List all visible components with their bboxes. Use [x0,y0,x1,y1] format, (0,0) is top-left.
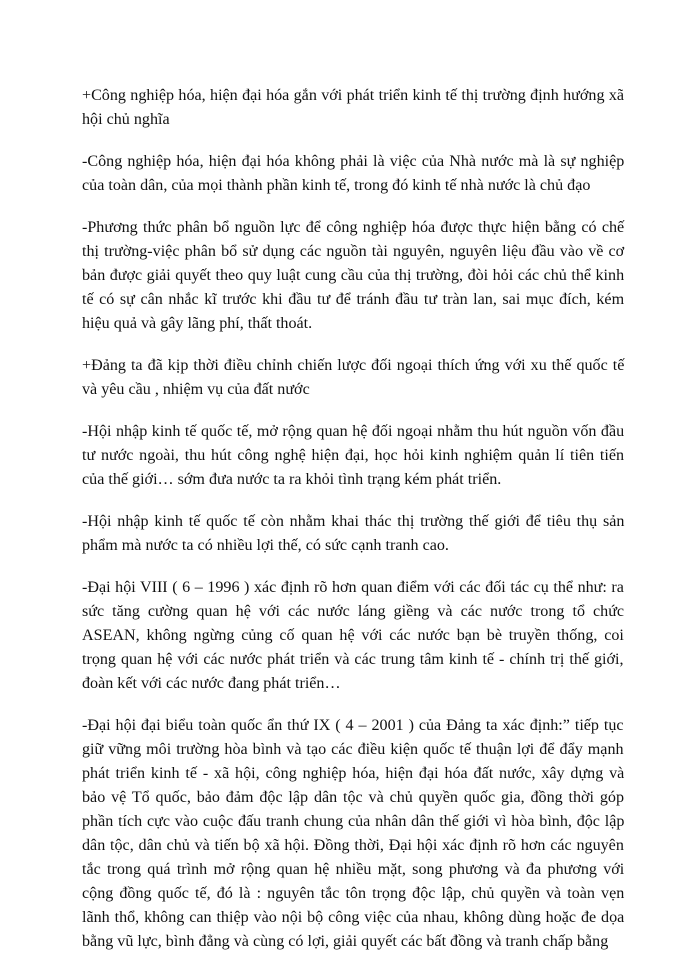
text-line: -Phương thức phân bổ nguồn lực để công nghiệp hóa được thực hiện bằng có chế [82,219,625,236]
text-line: sức tăng cường quan hệ với các nước láng giềng và các nước trong tổ chức [82,603,625,620]
text-line: +Công nghiệp hóa, hiện đại hóa gắn với phát triển kinh tế thị trường định hướng xã [82,87,625,104]
text-line: trọng quan hệ với các nước phát triển và các trung tâm kinh tế - chính trị thế giới, [82,651,624,668]
paragraph [82,354,624,402]
text-line: giữ vững môi trường hòa bình và tạo các điều kiện quốc tế thuận lợi để đẩy mạnh [82,741,624,758]
text-line: hiệu quả và gây lãng phí, thất thoát. [82,315,313,332]
text-line: hội chủ nghĩa [82,111,170,128]
text-line: +Đảng ta đã kịp thời điều chỉnh chiến lược đối ngoại thích ứng với xu thế quốc tế [82,357,625,374]
document-body [82,84,624,972]
text-line: của thế giới… sớm đưa nước ta ra khỏi tình trạng kém phát triển. [82,471,502,488]
text-line: tắc trong quá trình mở rộng quan hệ nhiều mặt, song phương và đa phương với [82,861,625,878]
paragraph [82,714,624,954]
text-line: bảo vệ Tổ quốc, bảo đảm độc lập dân tộc và chủ quyền quốc gia, đồng thời góp [82,789,625,806]
text-line: tư nước ngoài, thu hút công nghệ hiện đại, học hỏi kinh nghiệm quản lí tiên tiến [82,447,625,464]
text-line: -Đại hội VIII ( 6 – 1996 ) xác định rõ hơn quan điểm với các đối tác cụ thể như: ra [82,579,624,596]
text-line: bằng vũ lực, bình đẳng và cùng có lợi, giải quyết các bất đồng và tranh chấp bằng [82,933,609,950]
paragraph [82,216,624,336]
paragraph [82,510,624,558]
text-line: cộng đồng quốc tế, đó là : nguyên tắc tôn trọng độc lập, chủ quyền và toàn vẹn [82,885,625,902]
text-line: ASEAN, không ngừng củng cố quan hệ với các nước bạn bè truyền thống, coi [82,627,624,644]
text-line: đoàn kết với các nước đang phát triển… [82,675,341,692]
text-line: -Đại hội đại biểu toàn quốc ẩn thứ IX ( 4 – 2001 ) của Đảng ta xác định:” tiếp tục [82,717,624,734]
text-line: và yêu cầu , nhiệm vụ của đất nước [82,381,310,398]
text-line: lãnh thổ, không can thiệp vào nội bộ công việc của nhau, không dùng hoặc đe dọa [82,909,625,926]
text-line: thị trường-việc phân bổ sử dụng các nguồn tài nguyên, nguyên liệu đầu vào về cơ [82,243,625,260]
paragraph [82,150,624,198]
text-line: tế có sự cân nhắc kĩ trước khi đầu tư để tránh đầu tư tràn lan, sai mục đích, kém [82,291,625,308]
text-line: phát triển kinh tế - xã hội, công nghiệp hóa, hiện đại hóa đất nước, xây dựng và [82,765,625,782]
paragraph [82,84,624,132]
paragraph [82,576,624,696]
paragraph [82,420,624,492]
text-line: -Công nghiệp hóa, hiện đại hóa không phải là việc của Nhà nước mà là sự nghiệp [82,153,625,170]
text-line: bản được giải quyết theo quy luật cung cầu của thị trường, đòi hỏi các chủ thể kinh [82,267,625,284]
text-line: -Hội nhập kinh tế quốc tế còn nhằm khai thác thị trường thế giới để tiêu thụ sản [82,513,625,530]
text-line: của toàn dân, của mọi thành phần kinh tế, trong đó kinh tế nhà nước là chủ đạo [82,177,591,194]
text-line: phẩm mà nước ta có nhiều lợi thế, có sức cạnh tranh cao. [82,537,449,554]
text-line: dân tộc, dân chủ và tiến bộ xã hội. Đồng thời, Đại hội xác định rõ hơn các nguyên [82,837,624,854]
text-line: phần tích cực vào cuộc đấu tranh chung của nhân dân thế giới vì hòa bình, độc lập [82,813,625,830]
text-line: -Hội nhập kinh tế quốc tế, mở rộng quan hệ đối ngoại nhằm thu hút nguồn vốn đầu [82,423,625,440]
